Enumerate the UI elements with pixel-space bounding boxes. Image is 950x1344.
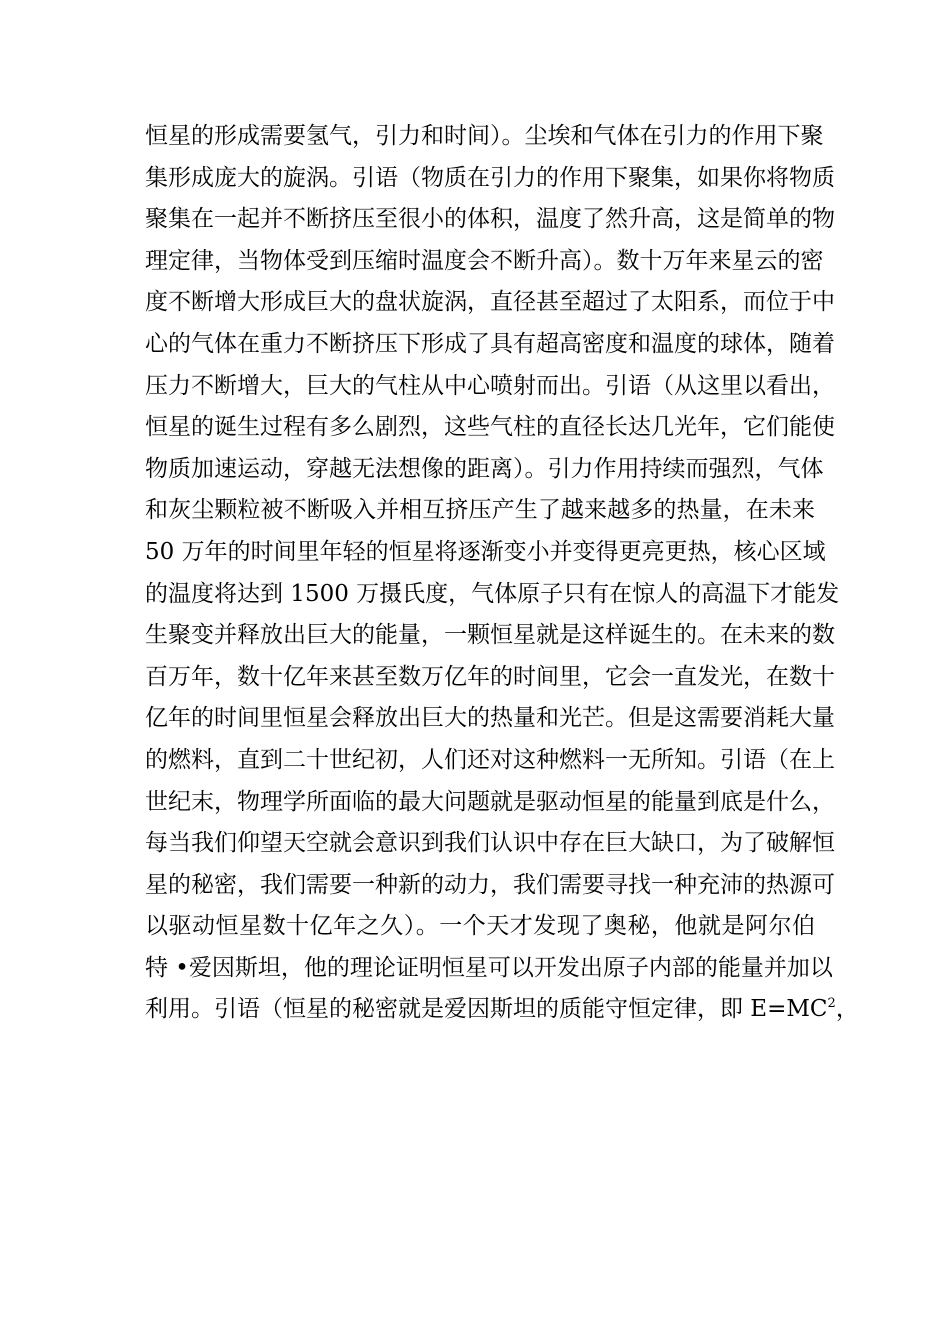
body-text	[145, 116, 859, 1031]
text-line: 亿年的时间里恒星会释放出巨大的热量和光芒。但是这需要消耗大量	[145, 705, 835, 732]
last-line-text: 利用。引语（恒星的秘密就是爱因斯坦的质能守恒定律，即 E=MC	[145, 996, 828, 1023]
text-line: 和灰尘颗粒被不断吸入并相互挤压产生了越来越多的热量，在未来	[145, 497, 815, 524]
text-line: 的燃料，直到二十世纪初，人们还对这种燃料一无所知。引语（在上	[145, 746, 835, 773]
text-line: 集形成庞大的旋涡。引语（物质在引力的作用下聚集，如果你将物质	[145, 164, 835, 191]
text-line: 物质加速运动，穿越无法想像的距离）。引力作用持续而强烈，气体	[145, 455, 824, 482]
text-line: 度不断增大形成巨大的盘状旋涡，直径甚至超过了太阳系，而位于中	[145, 289, 835, 316]
text-line-last	[145, 989, 859, 1031]
text-line: 每当我们仰望天空就会意识到我们认识中存在巨大缺口，为了破解恒	[145, 830, 835, 857]
text-line: 恒星的诞生过程有多么剧烈，这些气柱的直径长达几光年，它们能使	[145, 414, 835, 441]
text-line: 恒星的形成需要氢气，引力和时间）。尘埃和气体在引力的作用下聚	[145, 123, 824, 149]
text-line: 星的秘密，我们需要一种新的动力，我们需要寻找一种充沛的热源可	[145, 871, 835, 898]
text-line: 理定律，当物体受到压缩时温度会不断升高）。数十万年来星云的密	[145, 247, 824, 274]
text-line: 生聚变并释放出巨大的能量，一颗恒星就是这样诞生的。在未来的数	[145, 622, 835, 649]
text-line: 心的气体在重力不断挤压下形成了具有超高密度和温度的球体，随着	[145, 330, 835, 357]
text-line: 特 •爱因斯坦，他的理论证明恒星可以开发出原子内部的能量并加以	[145, 954, 833, 981]
text-line: 压力不断增大，巨大的气柱从中心喷射而出。引语（从这里以看出，	[145, 372, 835, 399]
text-line: 以驱动恒星数十亿年之久）。一个天才发现了奥秘，他就是阿尔伯	[145, 913, 815, 940]
text-line: 50 万年的时间里年轻的恒星将逐渐变小并变得更亮更热，核心区域	[145, 538, 826, 565]
last-line-end: ，	[835, 996, 859, 1023]
superscript-two: 2	[827, 996, 836, 1012]
text-line: 的温度将达到 1500 万摄氏度，气体原子只有在惊人的高温下才能发	[145, 580, 840, 607]
text-line: 聚集在一起并不断挤压至很小的体积，温度了然升高，这是简单的物	[145, 206, 835, 233]
text-line: 百万年，数十亿年来甚至数万亿年的时间里，它会一直发光，在数十	[145, 663, 835, 690]
text-line: 世纪末，物理学所面临的最大问题就是驱动恒星的能量到底是什么，	[145, 788, 835, 815]
